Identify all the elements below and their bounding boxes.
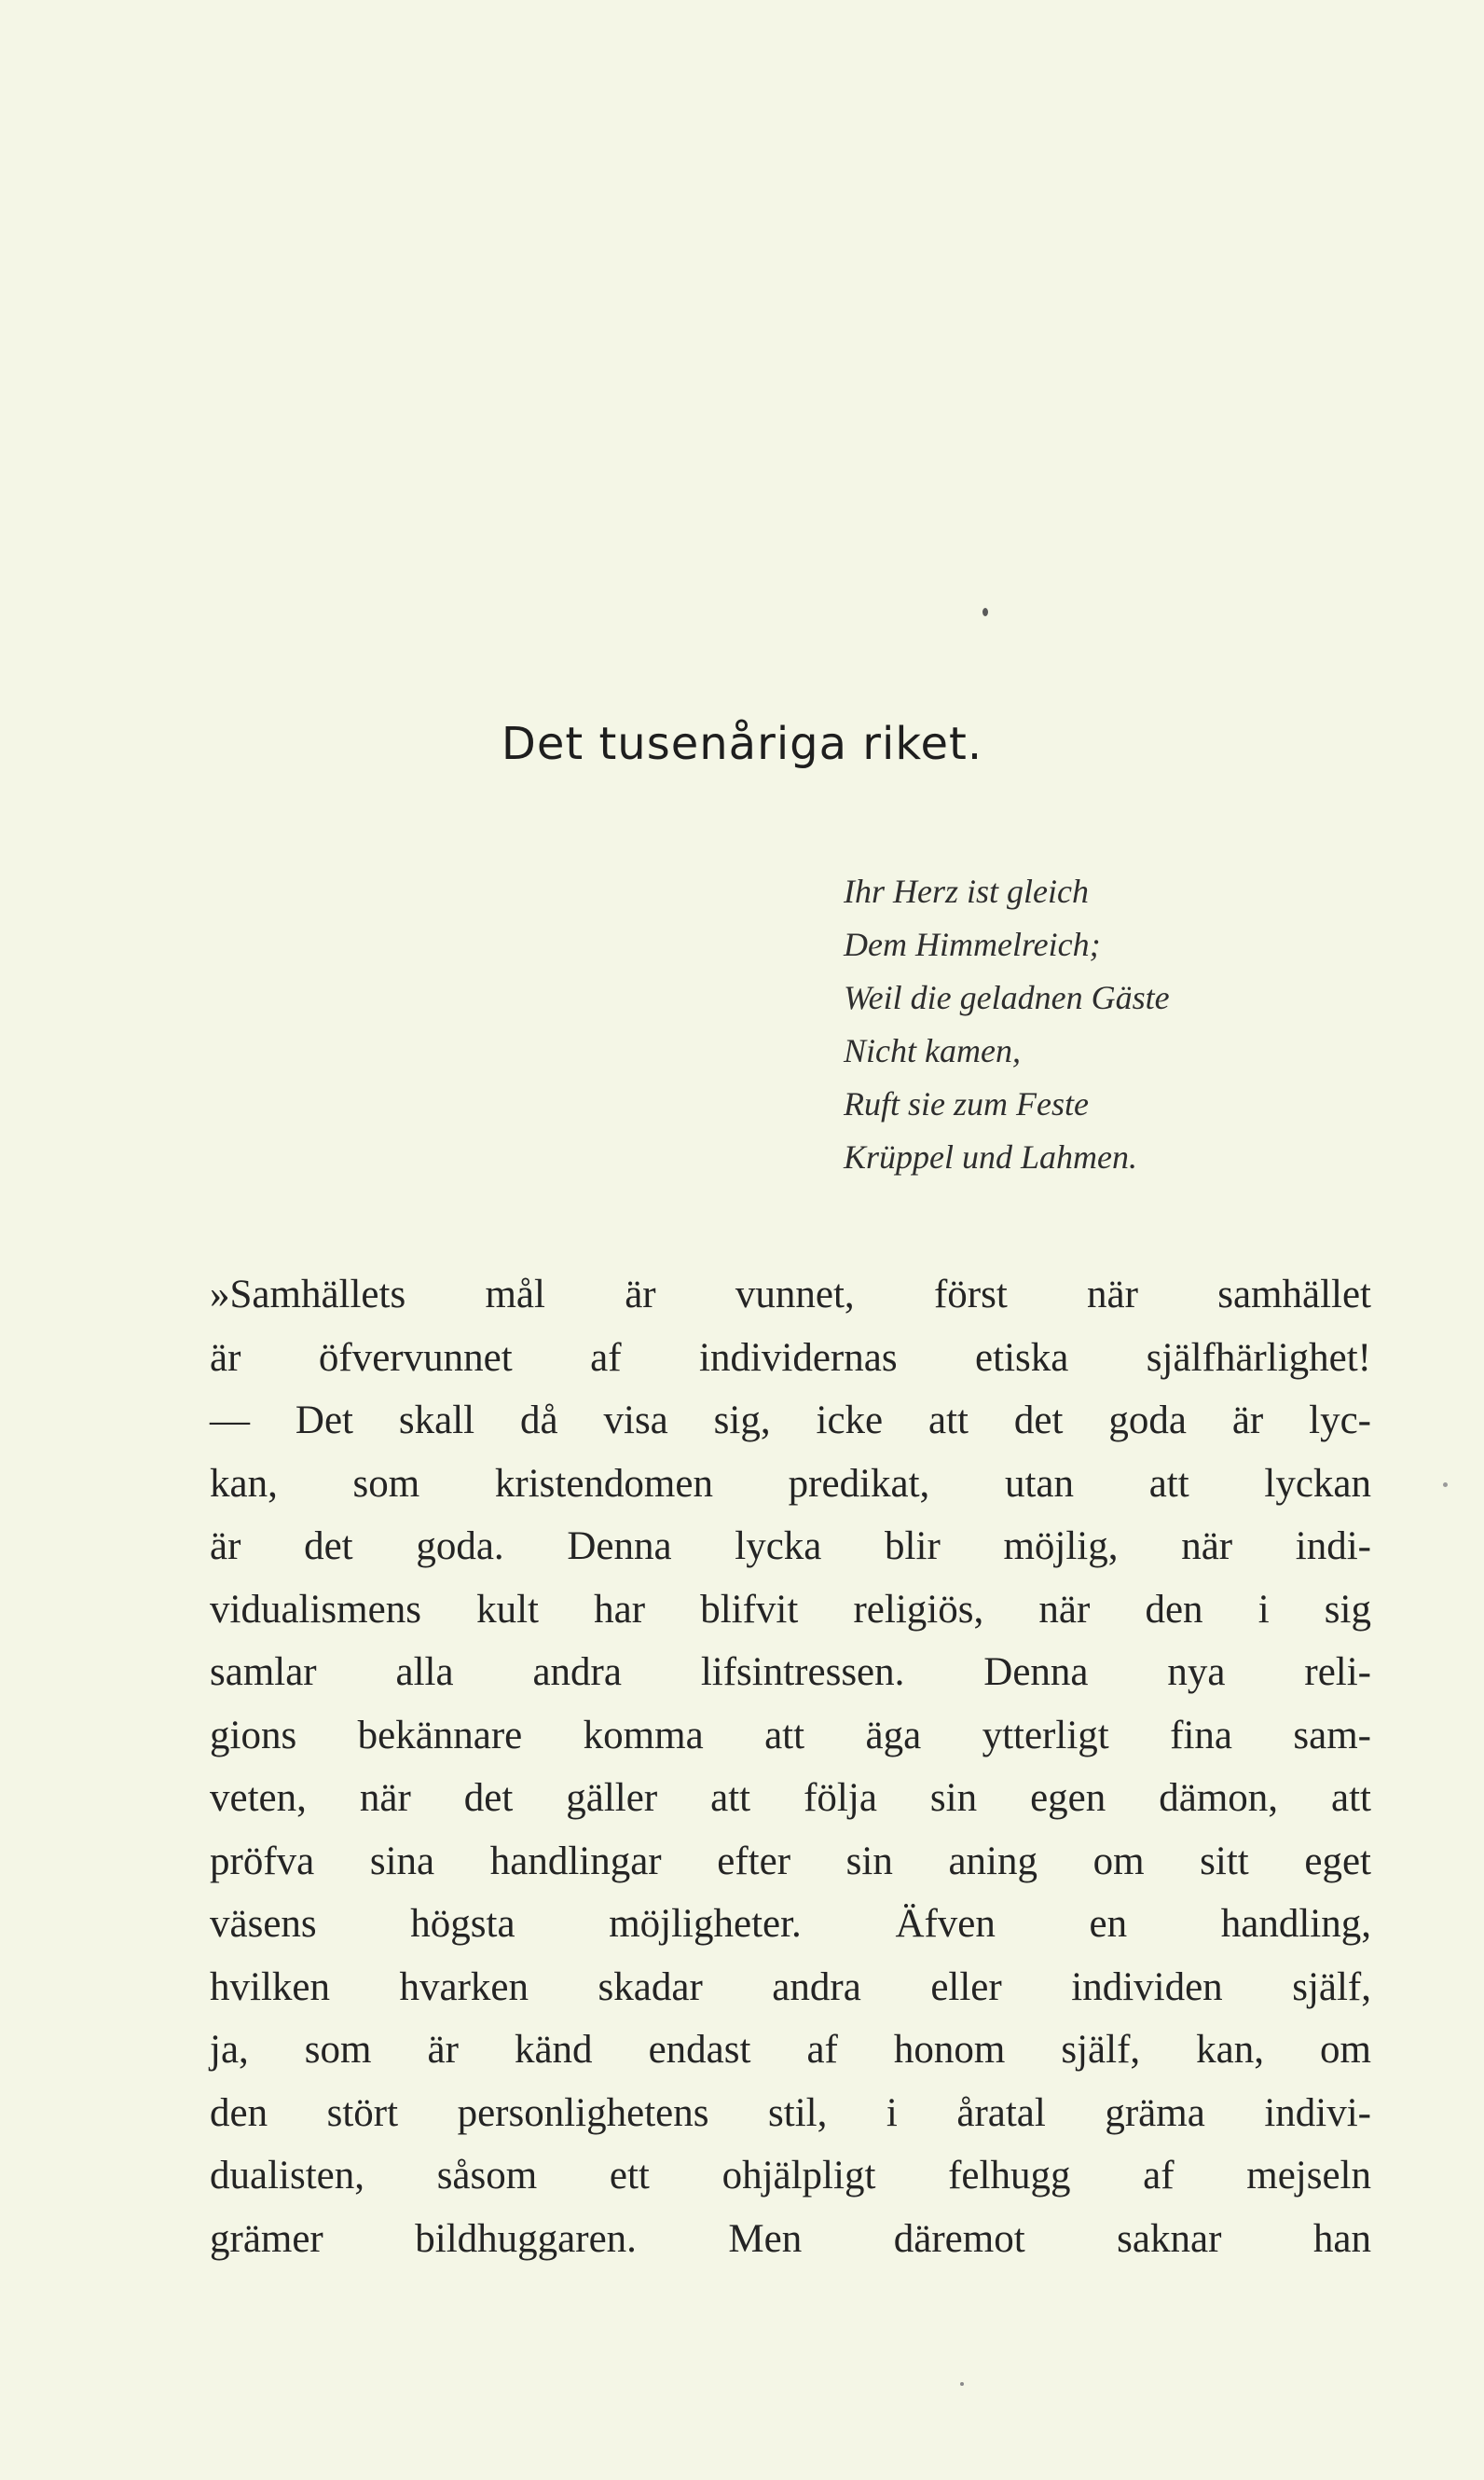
text-line: — Det skall då visa sig, icke att det goda är lyc-: [210, 1398, 1371, 1442]
text-line: kan, som kristendomen predikat, utan att lyckan: [210, 1461, 1371, 1506]
epigraph: [844, 865, 1440, 1184]
text-line: ja, som är känd endast af honom själf, kan, om: [210, 2028, 1371, 2072]
text-line: dualisten, såsom ett ohjälpligt felhugg af mejseln: [210, 2154, 1371, 2198]
epigraph-line: Nicht kamen,: [844, 1032, 1021, 1069]
ink-speck: [982, 608, 988, 616]
epigraph-line: Ihr Herz ist gleich: [844, 873, 1089, 910]
text-line: väsens högsta möjligheter. Äfven en handling,: [210, 1902, 1371, 1946]
text-line: vidualismens kult har blifvit religiös, när den i sig: [210, 1587, 1371, 1632]
ink-speck: [1443, 1482, 1448, 1487]
text-line: är öfvervunnet af individernas etiska själfhärlighet!: [210, 1335, 1371, 1380]
epigraph-line: Weil die geladnen Gäste: [844, 979, 1170, 1016]
chapter-title: Det tusenåriga riket.: [501, 718, 983, 770]
text-line: hvilken hvarken skadar andra eller individen själf,: [210, 1964, 1371, 2009]
epigraph-line: Ruft sie zum Feste: [844, 1085, 1089, 1123]
epigraph-line: Dem Himmelreich;: [844, 926, 1101, 963]
text-line: veten, när det gäller att följa sin egen dämon, att: [210, 1776, 1371, 1820]
text-line: den stört personlighetens stil, i åratal gräma indivi-: [210, 2090, 1371, 2135]
epigraph-line: Krüppel und Lahmen.: [844, 1138, 1137, 1176]
ink-speck: [960, 2382, 964, 2386]
text-line: »Samhällets mål är vunnet, först när samhället: [210, 1273, 1371, 1316]
text-line: grämer bildhuggaren. Men däremot saknar han: [210, 2216, 1371, 2261]
text-line: pröfva sina handlingar efter sin aning om sitt eget: [210, 1839, 1371, 1883]
text-line: är det goda. Denna lycka blir möjlig, när indi-: [210, 1524, 1371, 1568]
body-paragraph: [210, 1263, 1371, 2270]
text-line: gions bekännare komma att äga ytterligt fina sam-: [210, 1713, 1371, 1757]
text-line: samlar alla andra lifsintressen. Denna nya reli-: [210, 1650, 1371, 1694]
